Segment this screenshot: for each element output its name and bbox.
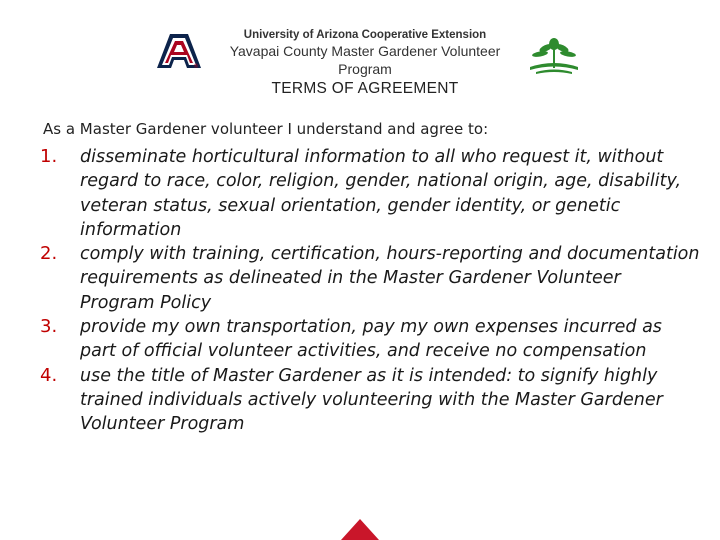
master-gardener-logo bbox=[526, 37, 582, 77]
header-line-1: University of Arizona Cooperative Extension bbox=[243, 29, 487, 41]
term-text: use the title of Master Gardener as it is intended: to signify highly trained individuals actively volunteering with the Master Gardener Volunteer Program bbox=[80, 365, 663, 435]
header-title-block bbox=[210, 28, 520, 100]
term-item bbox=[40, 315, 700, 364]
term-item bbox=[40, 364, 700, 437]
term-number: 1. bbox=[40, 146, 58, 167]
document-header bbox=[0, 0, 720, 100]
registered-mark-icon: ® bbox=[193, 63, 199, 70]
term-text: comply with training, certification, hours-reporting and documentation requirements as delineated in the Master Gardener Volunteer Program Policy bbox=[80, 244, 700, 313]
triangle-marker-icon bbox=[341, 519, 379, 540]
terms-list bbox=[40, 145, 700, 437]
term-item bbox=[40, 242, 700, 315]
header-line-2: Yavapai County Master Gardener Volunteer Program bbox=[229, 43, 501, 77]
term-number: 2. bbox=[40, 243, 58, 265]
term-item bbox=[40, 145, 700, 242]
term-text: provide my own transportation, pay my own expenses incurred as part of official volunteer activities, and receive no compensation bbox=[80, 317, 662, 362]
intro-statement: As a Master Gardener volunteer I understand and agree to: bbox=[43, 120, 489, 138]
term-number: 3. bbox=[40, 316, 58, 338]
term-number: 4. bbox=[40, 364, 58, 386]
page-title: TERMS OF AGREEMENT bbox=[271, 80, 459, 97]
term-text: disseminate horticultural information to all who request it, without regard to race, color, religion, gender, national origin, age, disability, veteran status, sexual orientation, gender identity, or genetic information bbox=[80, 147, 682, 240]
